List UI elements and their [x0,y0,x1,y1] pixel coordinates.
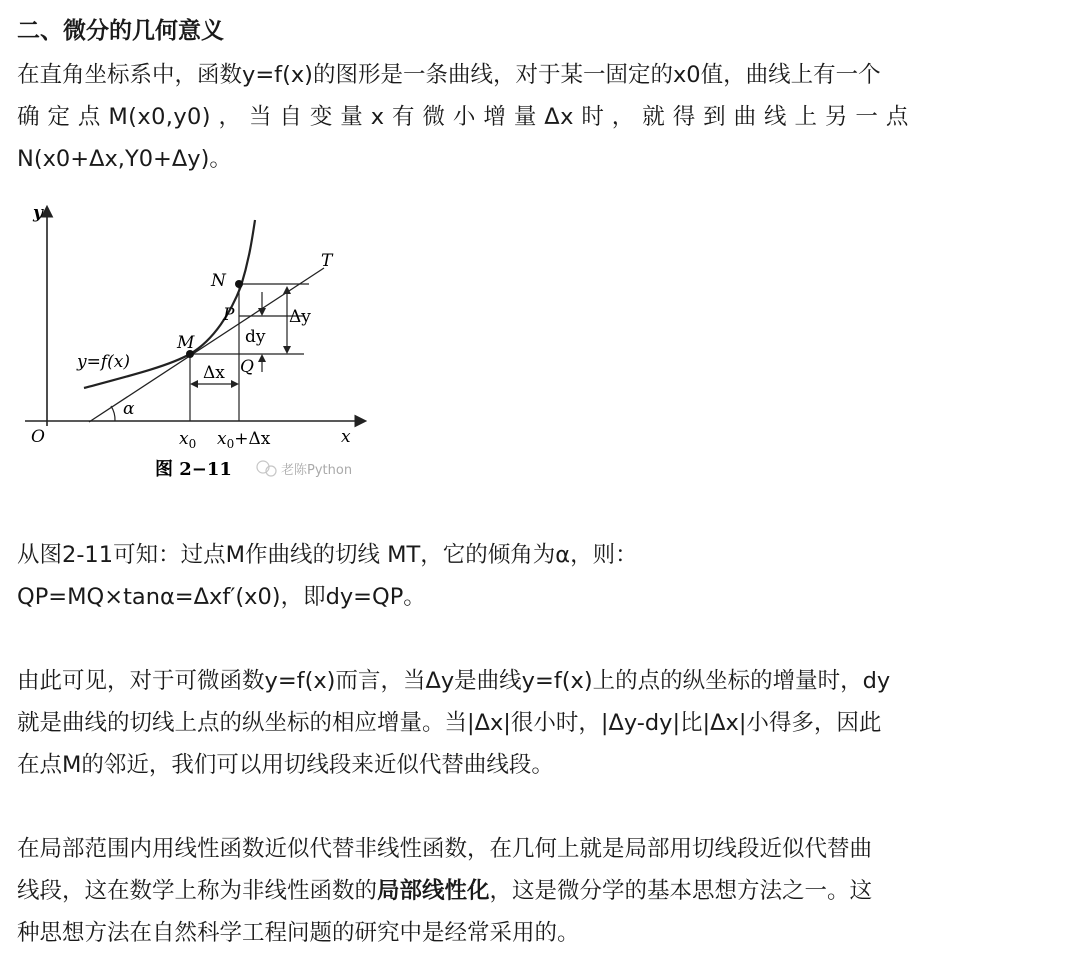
intro-paragraph [17,54,1037,180]
intro-line-1: 在直角坐标系中，函数y=f(x)的图形是一条曲线，对于某一固定的x0值，曲线上有一个 [17,62,881,88]
label-t: T [321,251,333,271]
label-y: y [33,203,43,223]
differential-diagram [19,200,379,500]
para2-line-3: 在点M的邻近，我们可以用切线段来近似代替曲线段。 [17,752,554,778]
point-n [235,280,243,288]
paragraph-1 [17,534,1037,618]
para3-line-2b: ，这是微分学的基本思想方法之一。这 [489,878,873,904]
para3-line-1: 在局部范围内用线性函数近似代替非线性函数，在几何上就是局部用切线段近似代替曲 [17,836,873,862]
para3-line-3: 种思想方法在自然科学工程问题的研究中是经常采用的。 [17,920,580,946]
label-delta-y: Δy [289,307,311,327]
section-heading: 二、微分的几何意义 [17,18,224,44]
label-p: P [223,305,235,325]
alpha-arc [111,406,115,421]
label-x0: $x_0$ [179,429,197,451]
label-dy: dy [245,327,266,347]
label-delta-x: Δx [203,363,225,383]
label-n: N [211,271,226,291]
emphasis-local-linearization: 局部线性化 [377,878,490,904]
wechat-icon [257,461,276,476]
para2-line-2: 就是曲线的切线上点的纵坐标的相应增量。当|Δx|很小时，|Δy-dy|比|Δx|小得多，因此 [17,710,882,736]
figure-2-11 [19,200,379,500]
figure-caption: 图 2−11 [155,459,232,480]
intro-line-2: 确 定 点 M(x0,y0) ， 当 自 变 量 x 有 微 小 增 量 Δx 时 ， 就 得 到 曲 线 上 另 一 点 [17,104,909,130]
paragraph-2 [17,660,1037,786]
para3-line-2a: 线段，这在数学上称为非线性函数的 [17,878,378,904]
label-alpha: α [123,399,135,419]
label-q: Q [240,357,254,377]
watermark-text: 老陈Python [281,463,353,478]
label-m: M [177,333,195,353]
para2-line-1: 由此可见，对于可微函数y=f(x)而言，当Δy是曲线y=f(x)上的点的纵坐标的增量时，dy [17,668,891,694]
label-origin: O [31,427,45,447]
intro-line-3: N(x0+Δx,Y0+Δy)。 [17,146,232,172]
label-curve: y=f(x) [77,352,130,372]
para1-line-1: 从图2-11可知：过点M作曲线的切线 MT，它的倾角为α，则： [17,542,638,568]
label-x: x [341,427,351,447]
label-x0-plus-dx: $x_0+\Delta x$ [217,429,271,451]
para1-line-2: QP=MQ×tanα=Δxf′(x0)，即dy=QP。 [17,584,426,610]
paragraph-3 [17,828,1037,954]
article [17,14,1037,954]
